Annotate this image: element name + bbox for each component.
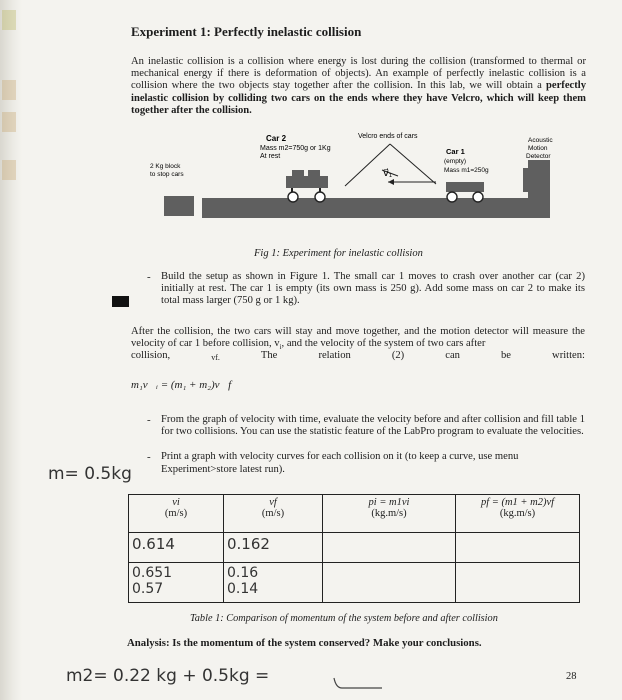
header-vi — [129, 495, 224, 533]
table-caption: Table 1: Comparison of momentum of the system before and after collision — [190, 613, 498, 624]
word: The — [260, 350, 278, 361]
step-2-text: From the graph of velocity with time, evaluate the velocity before and after collision and fill table 1 for two collisions. You can use the statistic feature of the LabPro program to evaluate the velocities. — [161, 414, 585, 438]
block-label: 2 Kg block — [150, 163, 181, 170]
velcro-label: Velcro ends of cars — [358, 133, 418, 140]
redaction-mark — [112, 296, 129, 307]
header-symbol: vf — [269, 497, 277, 508]
vf-value: 0.16 — [227, 565, 259, 581]
block-label: to stop cars — [150, 171, 184, 178]
word: relation — [318, 350, 351, 361]
intro-paragraph — [131, 56, 586, 117]
word: can — [445, 350, 460, 361]
velcro-pointer — [345, 144, 390, 186]
step-1-text: Build the setup as shown in Figure 1. The small car 1 moves to crash over another car (car 2) initially at rest. The car 1 is empty (its own mass is 250 g). Add some mass on car 2 to make its total mass larger (750 g or 1 kg). — [161, 271, 585, 307]
handwritten-mass-calc: m2= 0.22 kg + 0.5kg = — [66, 666, 270, 686]
cell-pi — [323, 563, 456, 603]
vf-value: 0.14 — [227, 581, 259, 597]
after-text-1: After the collision, the two cars will stay and move together, and the motion detector will measure the velocity of car 1 before collision, v — [131, 326, 585, 350]
highlight-mark — [2, 80, 16, 100]
header-symbol: pf = (m1 + m2)vf — [480, 497, 555, 508]
header-pi — [323, 495, 456, 533]
header-unit: (m/s) — [261, 508, 285, 519]
car2-mass: Mass m2=750g or 1Kg — [260, 145, 331, 152]
car1-state: (empty) — [444, 158, 467, 165]
table-header-row — [129, 495, 580, 533]
cell-vf: 0.162 — [224, 533, 323, 563]
vi-subscript: i — [279, 343, 282, 352]
cell-pf — [456, 533, 580, 563]
car-2 — [286, 170, 328, 202]
highlight-mark — [2, 10, 16, 30]
car1-title: Car 1 — [446, 147, 465, 156]
cell-pi — [323, 533, 456, 563]
header-symbol: pi = m1vi — [368, 497, 410, 508]
analysis-text: Analysis: Is the momentum of the system conserved? Make your conclusions. — [127, 637, 482, 649]
detector-label: Motion — [528, 145, 548, 152]
velocity-label: v⃗₁ — [383, 168, 393, 179]
table-row — [129, 533, 580, 563]
handwritten-scribble — [330, 672, 400, 692]
cell-pf — [456, 563, 580, 603]
detector-label: Acoustic — [528, 137, 553, 144]
arrow-head — [388, 179, 394, 185]
experiment-figure — [130, 130, 590, 248]
highlight-mark — [2, 112, 16, 132]
relation-line — [131, 350, 585, 364]
word: written: — [552, 350, 585, 361]
word: (2) — [391, 350, 405, 361]
vf-symbol: vf. — [211, 353, 220, 362]
header-unit: (kg.m/s) — [371, 508, 407, 519]
table-row — [129, 563, 580, 603]
vi-value: 0.57 — [132, 581, 164, 597]
car2-title: Car 2 — [266, 134, 287, 143]
momentum-equation: m₁v⃗ᵢ = (m₁ + m₂)v⃗f — [131, 379, 232, 391]
step-3-text-cont: Experiment>store latest run). — [161, 464, 285, 475]
after-text-2: , and the velocity of the system of two cars after — [281, 338, 486, 350]
word: be — [501, 350, 511, 361]
figure-caption: Fig 1: Experiment for inelastic collision — [254, 248, 423, 259]
step-3-text: Print a graph with velocity curves for each collision on it (to keep a curve, use menu — [161, 451, 519, 462]
stop-block — [164, 196, 194, 216]
page-title: Experiment 1: Perfectly inelastic collision — [131, 24, 362, 39]
intro-text: An inelastic collision is a collision where energy is lost during the collision (transformed to thermal or mechanical energy if there is deformation of objects). An example of perfectly inelastic collision is a collision where the two objects stay together after the collision. In this lab, we will obtain a — [131, 56, 586, 92]
word: collision, — [131, 350, 171, 361]
highlight-mark — [2, 160, 16, 180]
cell-vi — [129, 563, 224, 603]
header-pf — [456, 495, 580, 533]
header-symbol: vi — [172, 497, 180, 508]
car2-state: At rest — [260, 153, 281, 160]
analysis-question — [127, 637, 482, 649]
vi-value: 0.651 — [132, 565, 173, 581]
bullet-dash: - — [147, 271, 151, 283]
cell-vi: 0.614 — [129, 533, 224, 563]
handwritten-mass-note: m= 0.5kg — [48, 464, 132, 484]
page-binding-edge — [0, 0, 22, 700]
car1-mass: Mass m1=250g — [444, 167, 489, 174]
bullet-dash: - — [147, 414, 151, 426]
velcro-pointer — [390, 144, 436, 184]
header-unit: (m/s) — [164, 508, 188, 519]
momentum-table — [128, 494, 580, 603]
page-number: 28 — [566, 671, 577, 682]
bullet-dash: - — [147, 451, 151, 463]
header-unit: (kg.m/s) — [499, 508, 536, 519]
intro-bold-text: perfectly inelastic collision by colliding two cars on the ends where they have Velcro, which will keep them together after the collision. — [131, 80, 586, 116]
header-vf — [224, 495, 323, 533]
cell-vf — [224, 563, 323, 603]
track-ramp — [202, 198, 550, 218]
detector-label: Detector — [526, 153, 551, 160]
